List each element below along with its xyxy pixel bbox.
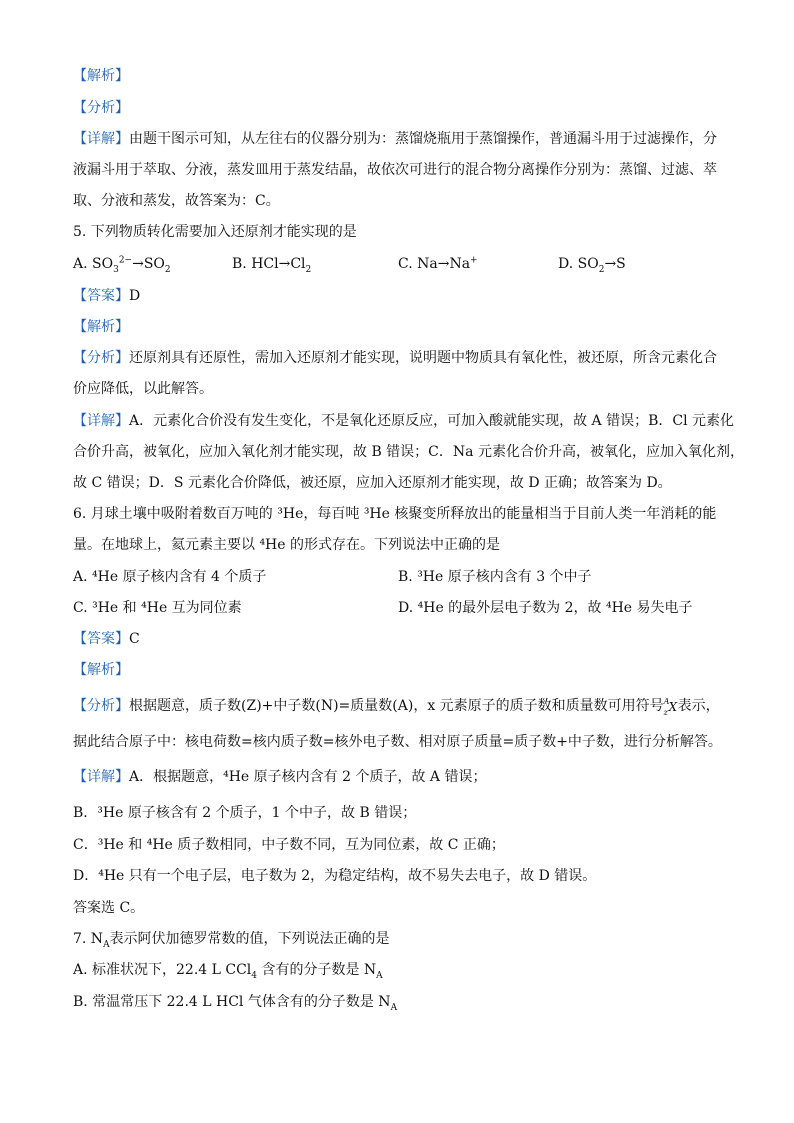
- detail-text: C．³He 和 ⁴He 质子数相同，中子数不同，互为同位素，故 C 正确；: [73, 837, 505, 853]
- answer-value: C: [129, 631, 140, 647]
- q5-option-c: C. Na→Na+: [398, 255, 478, 272]
- option-text: B. HCl→Cl: [232, 256, 306, 272]
- q5-option-d: D. $SO_2\to S$: [558, 256, 626, 275]
- question-6-stem: 6. 月球土壤中吸附着数百万吨的 ³He，每百吨 ³He 核聚变所释放出的能量相当于目前人类一年消耗的能: [73, 506, 717, 522]
- analysis-text: 据此结合原子中：核电荷数=核内质子数=核外电子数、相对原子质量=质子数+中子数，进行分析解答。: [73, 734, 722, 750]
- q6-option-a: A. ⁴He 原子核内含有 4 个质子: [73, 569, 267, 585]
- q5-option-a: A. $SO_3^{2-}\to SO_2$: [73, 255, 171, 275]
- fenxi-label: 【分析】: [73, 350, 129, 366]
- stem-text: 7. N: [73, 931, 104, 947]
- option-text: B. 常温常压下 22.4 L HCl 气体含有的分子数是 N: [73, 994, 391, 1010]
- detail-text: D．⁴He 只有一个电子层，电子数为 2，为稳定结构，故不易失去电子，故 D 错误。: [73, 868, 597, 884]
- detail-text: A．元素化合价没有发生变化，不是氧化还原反应，可加入酸就能实现，故 A 错误；B．Cl 元素化: [129, 413, 735, 429]
- question-5-stem: 5. 下列物质转化需要加入还原剂才能实现的是: [73, 224, 357, 240]
- jiexi-label: 【解析】: [73, 662, 129, 678]
- analysis-text: 根据题意，质子数(Z)+中子数(N)=质量数(A)，x 元素原子的质子数和质量数可用符号: [129, 698, 664, 714]
- detail-line: [73, 129, 717, 149]
- analysis-text: 还原剂具有还原性，需加入还原剂才能实现，说明题中物质具有氧化性，被还原，所含元素化合: [129, 350, 717, 366]
- analysis-text: 价应降低，以此解答。: [73, 381, 213, 397]
- fenxi-label: 【分析】: [73, 100, 129, 116]
- detail-text: 取、分液和蒸发，故答案为：C。: [73, 193, 280, 209]
- q5-option-b: B. $HCl\to Cl_2$: [232, 256, 312, 275]
- detail-text: B．³He 原子核含有 2 个质子，1 个中子，故 B 错误；: [73, 805, 417, 821]
- question-7-stem: 7. $N_A$表示阿伏加德罗常数的值，下列说法正确的是: [73, 931, 390, 950]
- q6-option-d: D. ⁴He 的最外层电子数为 2，故 ⁴He 易失电子: [398, 600, 693, 616]
- q6-answer: [73, 629, 140, 649]
- q5-analysis: [73, 348, 717, 368]
- q5-answer: [73, 286, 140, 306]
- conclusion-text: 答案选 C。: [73, 900, 145, 916]
- q6-analysis: [73, 696, 720, 716]
- option-text: 含有的分子数是 N: [257, 962, 377, 978]
- question-6-stem: 量。在地球上，氦元素主要以 ⁴He 的形式存在。下列说法中正确的是: [73, 537, 501, 553]
- jiexi-label: 【解析】: [73, 68, 129, 84]
- detail-text: 液漏斗用于萃取、分液，蒸发皿用于蒸发结晶，故依次可进行的混合物分离操作分别为：蒸馏、过滤、萃: [73, 162, 717, 178]
- detail-text: 由题干图示可知，从左往右的仪器分别为：蒸馏烧瓶用于蒸馏操作，普通漏斗用于过滤操作，分: [129, 131, 717, 147]
- q6-option-c: C. ³He 和 ⁴He 互为同位素: [73, 600, 242, 616]
- q7-option-a: A. 标准状况下，22.4 L CCl$_4$ 含有的分子数是 $N_A$: [73, 962, 383, 981]
- xiangjie-label: 【详解】: [73, 769, 129, 785]
- daan-label: 【答案】: [73, 631, 129, 647]
- option-text: A. SO: [73, 256, 114, 272]
- daan-label: 【答案】: [73, 288, 129, 304]
- q5-detail: [73, 411, 734, 431]
- answer-value: D: [129, 288, 141, 304]
- detail-text: 故 C 错误；D．S 元素化合价降低，被还原，应加入还原剂才能实现，故 D 正确；故答案为 D。: [73, 475, 672, 491]
- option-text: C. Na→Na: [398, 256, 471, 272]
- option-text: D. SO: [558, 256, 599, 272]
- q7-option-b: B. 常温常压下 22.4 L HCl 气体含有的分子数是 $N_A$: [73, 994, 398, 1013]
- detail-text: 合价升高，被氧化，应加入氧化剂才能实现，故 B 错误；C．Na 元素化合价升高，被氧化，应加入氧化剂，: [73, 444, 744, 460]
- analysis-text: 表示，: [677, 698, 720, 714]
- q6-detail: [73, 767, 486, 787]
- option-text: A. 标准状况下，22.4 L CCl: [73, 962, 252, 978]
- stem-text: 表示阿伏加德罗常数的值，下列说法正确的是: [109, 931, 390, 947]
- fenxi-label: 【分析】: [73, 698, 129, 714]
- xiangjie-label: 【详解】: [73, 131, 129, 147]
- q6-option-b: B. ³He 原子核内含有 3 个中子: [398, 569, 592, 585]
- xiangjie-label: 【详解】: [73, 413, 129, 429]
- nuclide-symbol: A z X: [663, 697, 678, 717]
- jiexi-label: 【解析】: [73, 319, 129, 335]
- detail-text: A．根据题意，⁴He 原子核内含有 2 个质子，故 A 错误；: [129, 769, 487, 785]
